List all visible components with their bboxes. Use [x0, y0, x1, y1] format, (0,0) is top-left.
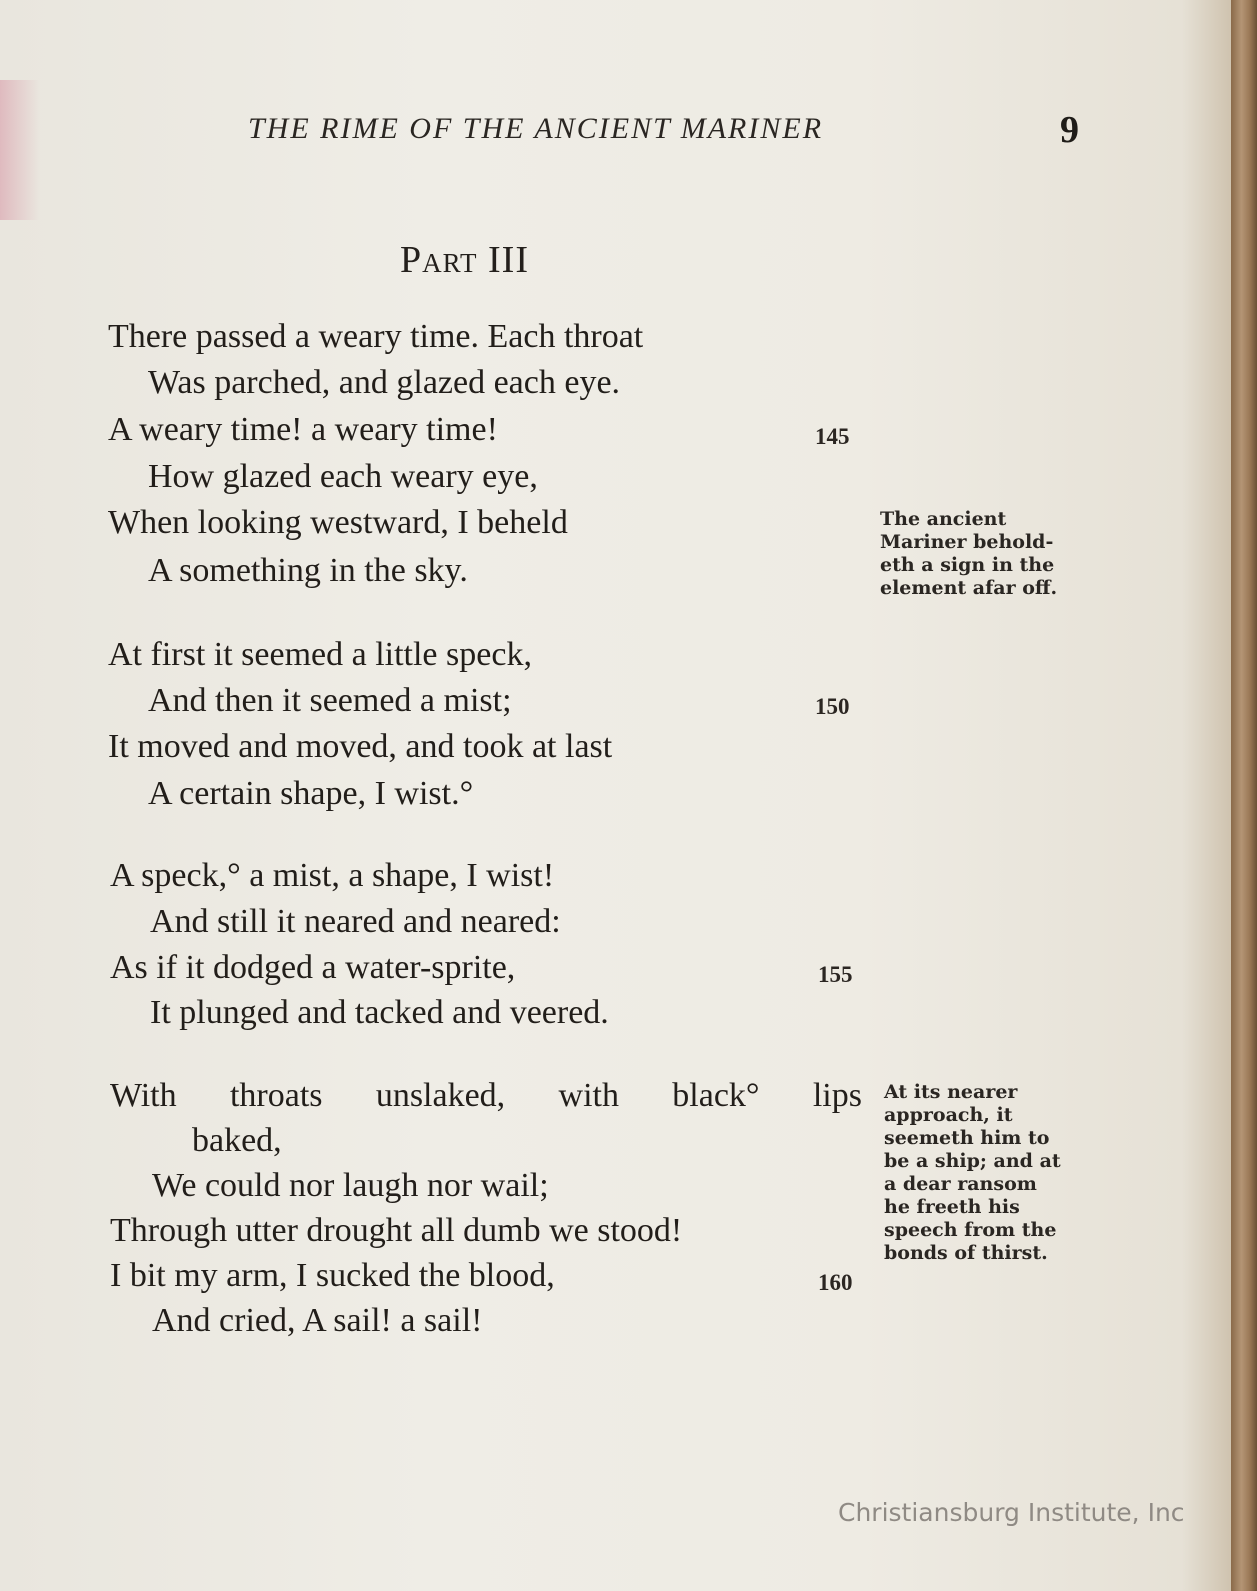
watermark: Christiansburg Institute, Inc	[838, 1498, 1185, 1527]
marginal-gloss	[884, 1081, 1114, 1265]
gloss-line: At its nearer	[884, 1081, 1018, 1103]
verse-line: A weary time! a weary time!	[108, 411, 498, 448]
verse-line: Through utter drought all dumb we stood!	[110, 1212, 683, 1249]
verse-line: It plunged and tacked and veered.	[150, 994, 609, 1031]
line-number: 145	[815, 424, 850, 449]
gloss-line: eth a sign in the	[880, 554, 1055, 576]
verse-line: A certain shape, I wist.°	[148, 775, 474, 812]
part-heading: Part III	[400, 239, 529, 281]
verse-line: When looking westward, I beheld	[108, 504, 568, 541]
verse-line: baked,	[192, 1122, 282, 1159]
verse-line: A speck,° a mist, a shape, I wist!	[110, 857, 555, 894]
line-number: 155	[818, 962, 853, 987]
verse-line: It moved and moved, and took at last	[108, 728, 613, 765]
gloss-line: a dear ransom	[884, 1173, 1037, 1195]
marginal-gloss	[880, 508, 1110, 600]
gloss-line: The ancient	[880, 508, 1007, 530]
running-head: THE RIME OF THE ANCIENT MARINER	[248, 112, 824, 145]
verse-line: As if it dodged a water-sprite,	[110, 949, 516, 986]
gloss-line: approach, it	[884, 1104, 1013, 1126]
verse-line: How glazed each weary eye,	[148, 458, 538, 495]
gloss-line: he freeth his	[884, 1196, 1020, 1218]
verse-line: I bit my arm, I sucked the blood,	[110, 1257, 555, 1294]
line-number: 160	[818, 1270, 853, 1295]
page-edge	[1231, 0, 1257, 1591]
verse-line: And still it neared and neared:	[150, 903, 561, 940]
gloss-line: speech from the	[884, 1219, 1057, 1241]
verse-line: A something in the sky.	[148, 552, 468, 589]
verse-line: At first it seemed a little speck,	[108, 636, 532, 673]
verse-line: And then it seemed a mist;	[148, 682, 512, 719]
page-number: 9	[1060, 109, 1079, 151]
verse-line: And cried, A sail! a sail!	[152, 1302, 483, 1339]
gloss-line: element afar off.	[880, 577, 1058, 599]
verse-line: With throats unslaked, with black° lips	[110, 1077, 862, 1114]
verse-line: There passed a weary time. Each throat	[108, 318, 644, 355]
line-number: 150	[815, 694, 850, 719]
gloss-line: bonds of thirst.	[884, 1242, 1048, 1264]
gloss-line: Mariner behold-	[880, 531, 1054, 553]
gloss-line: be a ship; and at	[884, 1150, 1061, 1172]
gloss-line: seemeth him to	[884, 1127, 1050, 1149]
verse-line: Was parched, and glazed each eye.	[148, 364, 621, 401]
verse-line: We could nor laugh nor wail;	[152, 1167, 549, 1204]
